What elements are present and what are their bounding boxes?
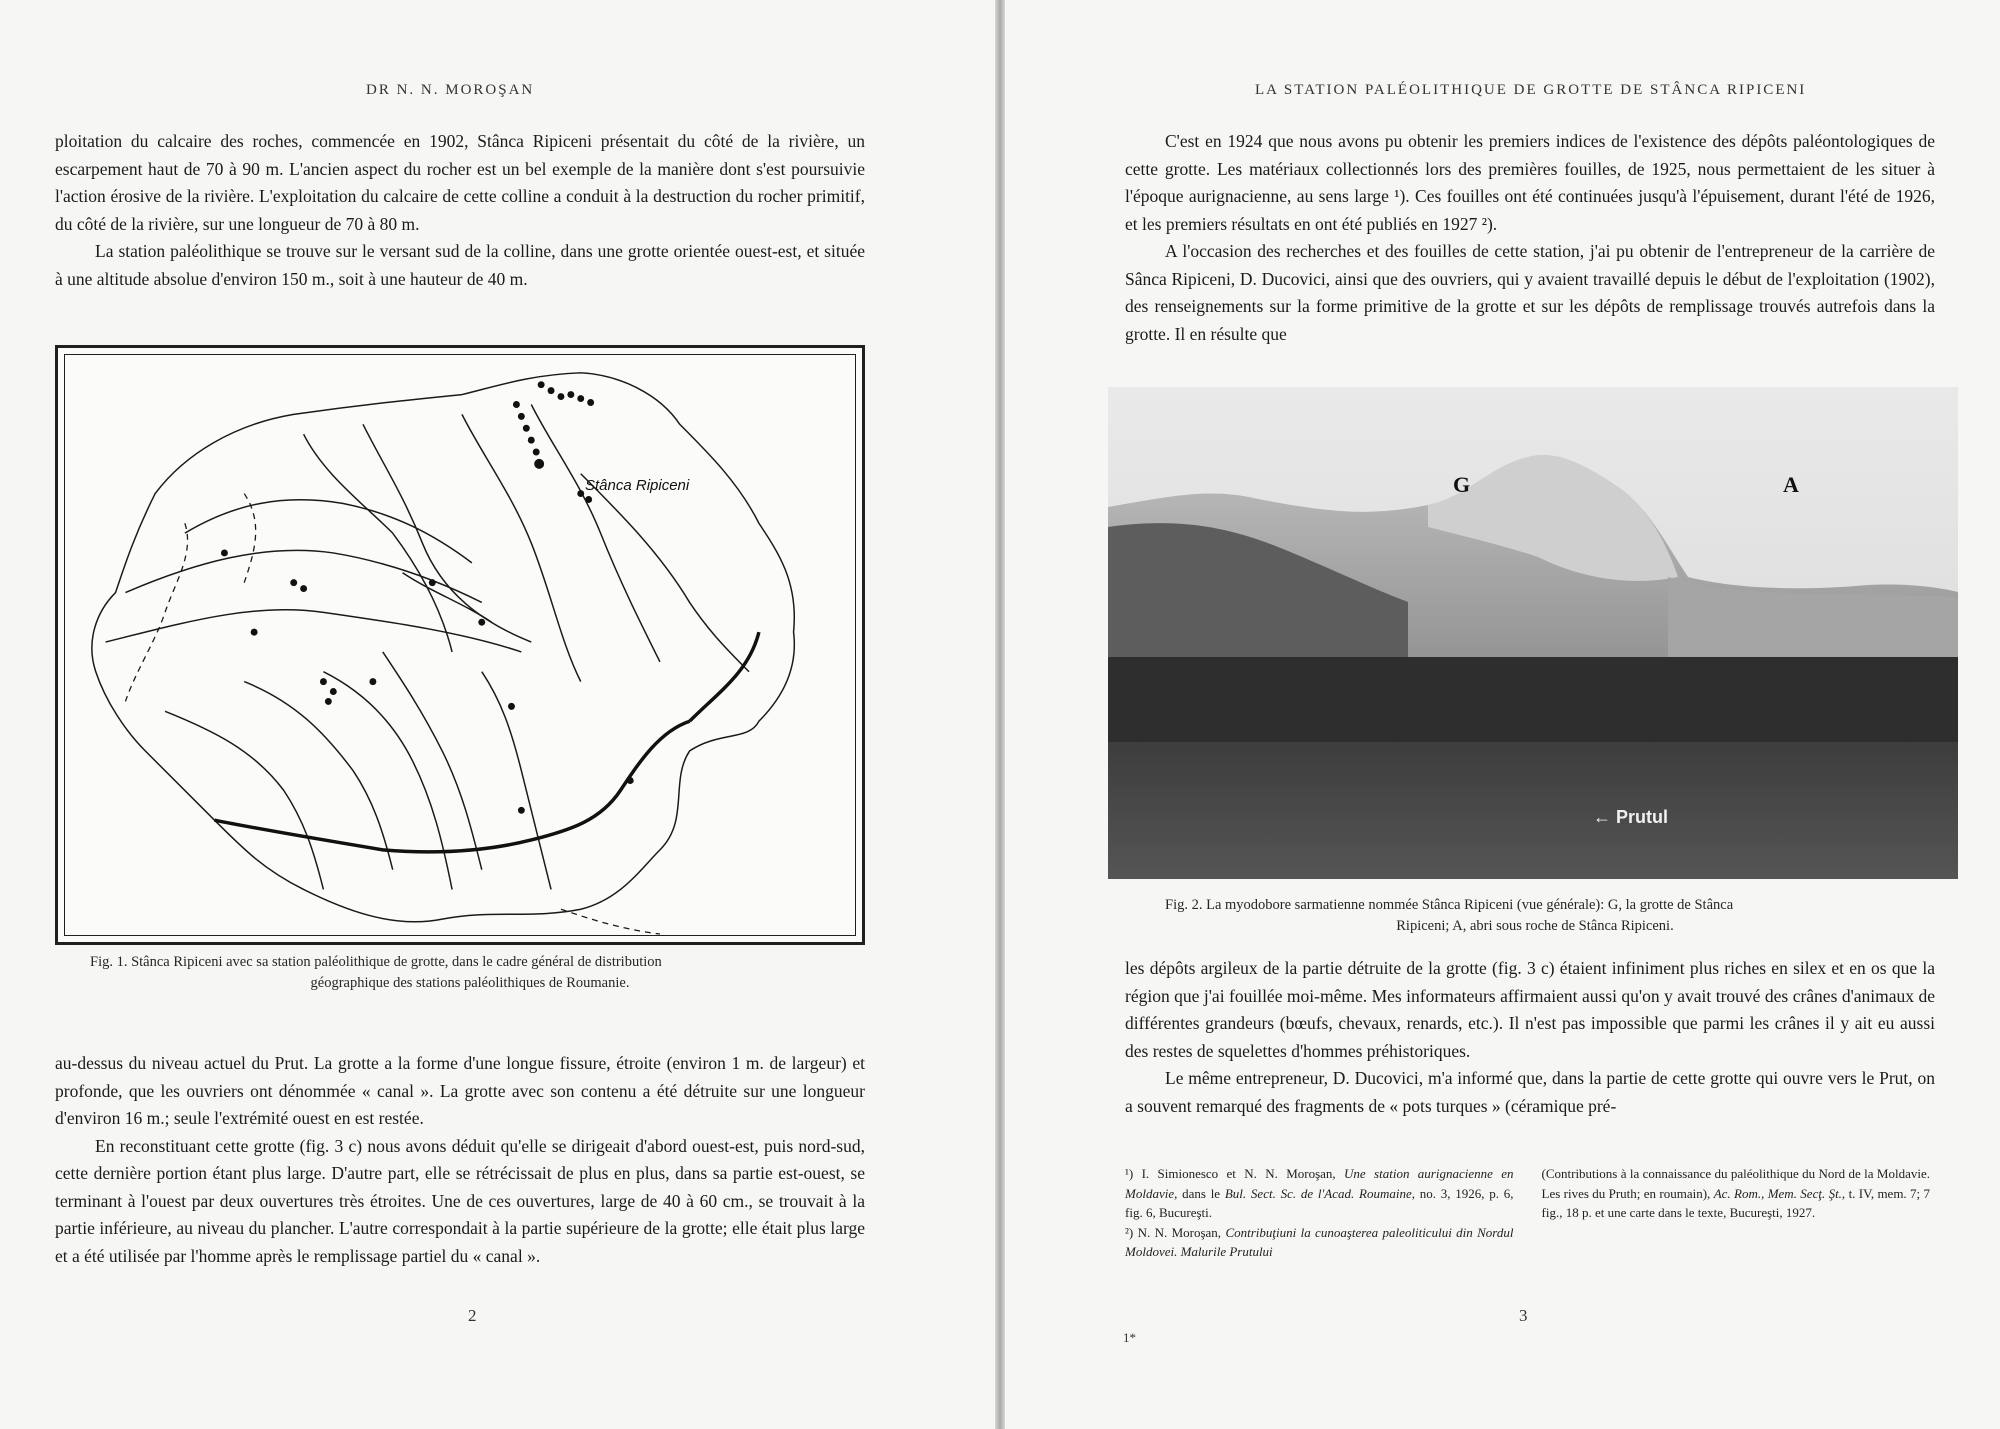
footnote-2: ²) N. N. Moroşan, Contribuţiuni la cunoaşterea paleoliticului din Nordul Moldovei. Malurile Prutului (1125, 1224, 1514, 1259)
marker-a: A (1783, 472, 1799, 497)
right-paragraph-2: A l'occasion des recherches et des fouilles de cette station, j'ai pu obtenir de l'entrepreneur de la carrière de Sânca Ripiceni, D. Ducovici, ainsi que des ouvriers, qui y avaient travaillé depuis le début de l'exploitation (1902), des renseignements sur la forme primitive de la grotte et sur les dépôts de remplissage trouvés autrefois dans la grotte. Il en résulte que (1125, 241, 1935, 344)
footnotes-col-2 (1542, 1164, 1931, 1262)
right-text-top (1125, 128, 1935, 348)
footnotes-col-1 (1125, 1164, 1514, 1262)
cliff-photograph (1108, 387, 1958, 879)
figure-1-map (55, 345, 865, 945)
figure-1-caption-line1: Fig. 1. Stânca Ripiceni avec sa station paléolithique de grotte, dans le cadre général de distribution (90, 954, 662, 970)
right-paragraph-1: C'est en 1924 que nous avons pu obtenir les premiers indices de l'existence des dépôts paléontologiques de cette grotte. Les matériaux collectionnés lors des premières fouilles, de 1925, nous permettaient de les situer à l'époque aurignacienne, au sens large ¹). Ces fouilles ont été continuées jusqu'à l'épuisement, durant l'été de 1926, et les premiers résultats en ont été publiés en 1927 ²). (1125, 131, 1935, 234)
river-label-prutul: ← Prutul (1593, 807, 1668, 827)
left-text-bottom (55, 1050, 865, 1270)
left-paragraph-1: ploitation du calcaire des roches, commencée en 1902, Stânca Ripiceni présentait du côté de la rivière, un escarpement haut de 70 à 90 m. L'ancien aspect du rocher est un bel exemple de la manière dont s'est poursuivie l'action érosive de la rivière. L'exploitation du calcaire de cette colline a conduit à la destruction du rocher primitif, du côté de la rivière, sur une longueur de 70 à 80 m. (55, 131, 865, 234)
figure-1-caption-line2: géographique des stations paléolithiques de Roumanie. (310, 975, 630, 991)
figure-2-caption-line2: Ripiceni; A, abri sous roche de Stânca Ripiceni. (1396, 918, 1674, 934)
marker-g: G (1453, 472, 1471, 497)
map-label-stanca-ripiceni: Stânca Ripiceni (585, 477, 690, 494)
right-text-bottom (1125, 955, 1935, 1120)
left-page (0, 0, 995, 1429)
signature-mark: 1* (1123, 1330, 1136, 1345)
figure-2-caption-line1: Fig. 2. La myodobore sarmatienne nommée Stânca Ripiceni (vue générale): G, la grotte de Stânca (1165, 897, 1734, 913)
book-gutter (995, 0, 1005, 1429)
left-running-head: DR N. N. MOROŞAN (366, 82, 535, 98)
right-paragraph-3: les dépôts argileux de la partie détruite de la grotte (fig. 3 c) étaient infiniment plus riches en silex et en os que la région que j'ai fouillée moi-même. Mes informateurs affirmaient aussi qu'on y avait trouvé des crânes d'animaux de différentes grandeurs (bœufs, chevaux, renards, etc.). Il n'est pas impossible que parmi les crânes il y ait eu aussi des restes de squelettes d'hommes préhistoriques. (1125, 958, 1935, 1061)
left-paragraph-4: En reconstituant cette grotte (fig. 3 c) nous avons déduit qu'elle se dirigeait d'abord ouest-est, puis nord-sud, cette dernière portion étant plus large. D'autre part, elle se rétrécissait de plus en plus, dans sa partie est-ouest, se terminant à l'ouest par deux ouvertures très étroites. Une de ces ouvertures, large de 40 à 60 cm., se trouvait à la partie inférieure, au niveau du plancher. L'autre correspondait à la partie supérieure de la grotte; elle était plus large et a été utilisée par l'homme après le remplissage partiel du « canal ». (55, 1135, 865, 1266)
left-text-top (55, 128, 865, 293)
right-page-number: 3 (1519, 1306, 1528, 1325)
figure-1-caption (90, 952, 850, 994)
left-paragraph-3: au-dessus du niveau actuel du Prut. La grotte a la forme d'une longue fissure, étroite (environ 1 m. de largeur) et profonde, que les ouvriers ont dénommée « canal ». La grotte avec son contenu a été détruite sur une longueur d'environ 16 m.; seule l'extrémité ouest en est restée. (55, 1053, 865, 1128)
romania-map (65, 355, 855, 935)
right-paragraph-4: Le même entrepreneur, D. Ducovici, m'a informé que, dans la partie de cette grotte qui ouvre vers le Prut, on a souvent remarqué des fragments de « pots turques » (céramique pré- (1125, 1068, 1935, 1116)
footnote-2-continued: (Contributions à la connaissance du paléolithique du Nord de la Moldavie. Les rives du Pruth; en roumain), Ac. Rom., Mem. Secţ. Şt., t. IV, mem. 7; 7 fig., 18 p. et une carte dans le texte, Bucureşti, 1927. (1541, 1166, 1931, 1220)
right-page (1005, 0, 2000, 1429)
figure-2-caption (1165, 895, 1905, 937)
footnotes (1125, 1164, 1930, 1262)
right-running-head: LA STATION PALÉOLITHIQUE DE GROTTE DE STÂNCA RIPICENI (1255, 82, 1807, 98)
left-paragraph-2: La station paléolithique se trouve sur le versant sud de la colline, dans une grotte orientée ouest-est, et située à une altitude absolue d'environ 150 m., soit à une hauteur de 40 m. (55, 241, 865, 289)
left-page-number: 2 (468, 1306, 477, 1325)
figure-2-photo (1108, 387, 1958, 879)
footnote-1: ¹) I. Simionesco et N. N. Moroşan, Une station aurignacienne en Moldavie, dans le Bul. Sect. Sc. de l'Acad. Roumaine, no. 3, 1926, p. 6, fig. 6, Bucureşti. (1125, 1166, 1514, 1220)
